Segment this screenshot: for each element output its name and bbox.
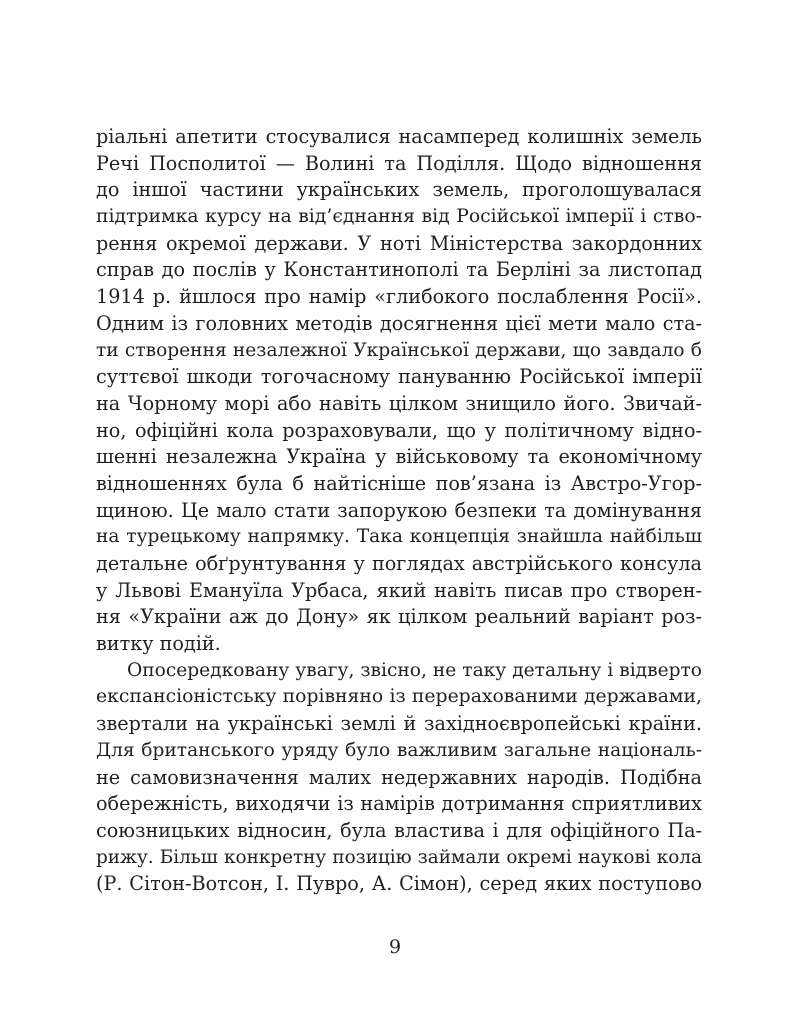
text-line: у Львові Емануїла Урбаса, який навіть писав про створен- (96, 578, 702, 602)
text-line: ти створення незалежної Української держави, що завдало б (96, 339, 702, 361)
page-number: 9 (388, 936, 402, 958)
text-line: ріальні апетити стосувалися насамперед колишніх земель (96, 125, 702, 148)
text-line: (Р. Сітон-Вотсон, І. Пувро, А. Сімон), серед яких поступово (96, 872, 702, 896)
text-line: не самовизначення малих недержавних народів. Подібна (96, 765, 702, 789)
text-line: Речі Посполитої — Волині та Поділля. Щодо відношення (96, 151, 702, 175)
text-line: 1914 р. йшлося про намір «глибокого послаблення Росії». (96, 285, 702, 309)
paragraph (96, 658, 702, 898)
text-line: Для британського уряду було важливим загальне національ- (96, 739, 702, 761)
text-line: експансіоністську порівняно із перерахованими державами, (96, 686, 702, 708)
text-line: Опосередковану увагу, звісно, не таку детальну і відверто (127, 659, 702, 681)
text-line: відношеннях була б найтісніше пов’язана із Австро-Угор- (96, 471, 702, 495)
text-line: детальне обґрунтування у поглядах австрійського консула (96, 552, 702, 575)
text-line: Одним із головних методів досягнення цієї мети мало ста- (96, 311, 702, 335)
text-line: справ до послів у Константинополі та Берліні за листопад (96, 258, 702, 282)
text-line: витку подій. (96, 632, 221, 656)
text-line: до іншої частини українських земель, проголошувалася (96, 178, 702, 202)
text-line: на Чорному морі або навіть цілком знищило його. Звичай- (96, 391, 702, 415)
text-line: суттєвої шкоди тогочасному пануванню Російської імперії (96, 365, 702, 389)
text-line: рення окремої держави. У ноті Міністерства закордонних (96, 231, 702, 255)
body-text (96, 124, 702, 898)
text-line: підтримка курсу на від’єднання від Російської імперії і ство- (96, 206, 702, 228)
text-line: на турецькому напрямку. Така концепція знайшла найбільш (96, 526, 702, 548)
paragraph (96, 124, 702, 658)
text-line: обережність, виходячи із намірів дотримання сприятливих (96, 792, 702, 816)
text-line: рижу. Більш конкретну позицію займали окремі наукові кола (96, 846, 702, 868)
text-line: союзницьких відносин, була властива і для офіційного Па- (96, 818, 702, 842)
text-line: шенні незалежна Україна у військовому та економічному (96, 445, 702, 469)
text-line: звертали на українські землі й західноєвропейські країни. (96, 712, 702, 736)
text-line: щиною. Це мало стати запорукою безпеки та домінування (96, 498, 702, 522)
text-line: ня «України аж до Дону» як цілком реальний варіант роз- (96, 605, 702, 629)
text-line: но, офіційні кола розраховували, що у політичному відно- (96, 418, 702, 442)
